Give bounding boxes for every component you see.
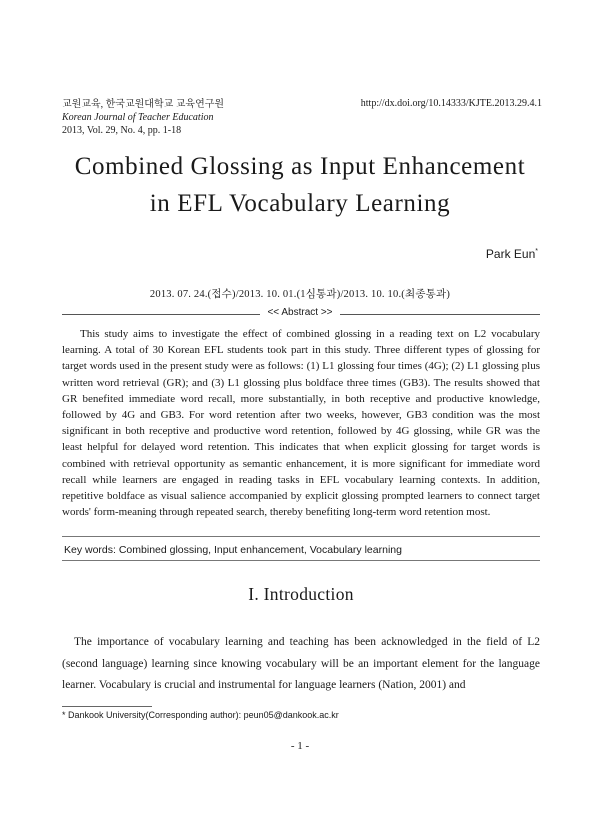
journal-name-korean: 교원교육, 한국교원대학교 교육연구원 (62, 99, 225, 110)
footnote: * Dankook University(Corresponding author): peun05@dankook.ac.kr (62, 710, 339, 720)
abstract-text: This study aims to investigate the effect of combined glossing in a reading text on L2 vocabulary learning. A total of 30 Korean EFL students took part in this study. Three different types of glossing for target words used in the present study were as follows: (1) L1 glossing four times (4G); (2) L1 glossing plus written word retrieval (GR); and (3) L1 glossing plus boldface three times (GB3). The results showed that GR benefited immediate word recall, more substantially, in both receptive and productive knowledge, followed by 4G and GB3. For word retention after two weeks, however, GB3 condition was the most significant in both receptive and productive word retention, followed by 4G glossing, while GR was the least helpful for delayed word retention. This indicates that when explicit glossing for target words is combined with retrieval opportunity as semantic enhancement, it is more significant for immediate word recall while learners are engaged in reading tasks in EFL vocabulary learning contexts. In addition, repetitive boldface as visual salience accompanied by explicit glossing prompted learners to connect target words' form-meaning through repeated search, thereby benefiting long-term word retention most. (62, 328, 540, 519)
journal-header (62, 98, 224, 137)
intro-paragraph: The importance of vocabulary learning and teaching has been acknowledged in the field of L2 (second language) learning since knowing vocabulary will be an important element for the language learner. Vocabulary is crucial and instrumental for language learners (Nation, 2001) and (62, 636, 540, 691)
author-name: Park Eun (485, 247, 536, 261)
abstract-label: << Abstract >> (267, 307, 333, 318)
doi-link[interactable]: http://dx.doi.org/10.14333/KJTE.2013.29.4.1 (360, 98, 542, 109)
keywords-rule-bottom (62, 560, 540, 561)
journal-name-english: Korean Journal of Teacher Education (62, 112, 214, 123)
abstract-rule-left (62, 314, 260, 315)
footnote-rule (62, 706, 152, 707)
keywords: Key words: Combined glossing, Input enhancement, Vocabulary learning (64, 544, 402, 556)
author (400, 247, 538, 261)
abstract-rule-right (340, 314, 540, 315)
author-mark: * (535, 248, 538, 255)
submission-dates: 2013. 07. 24.(접수)/2013. 10. 01.(1심통과)/2013. 10. 10.(최종통과) (149, 289, 451, 300)
page-number: - 1 - (290, 740, 310, 752)
volume-info: 2013, Vol. 29, No. 4, pp. 1-18 (62, 125, 182, 136)
paper-title (20, 148, 580, 222)
section-heading: I. Introduction (248, 584, 354, 604)
keywords-rule-top (62, 536, 540, 537)
title-line-1: Combined Glossing as Input Enhancement (74, 153, 526, 180)
title-line-2: in EFL Vocabulary Learning (149, 190, 451, 217)
